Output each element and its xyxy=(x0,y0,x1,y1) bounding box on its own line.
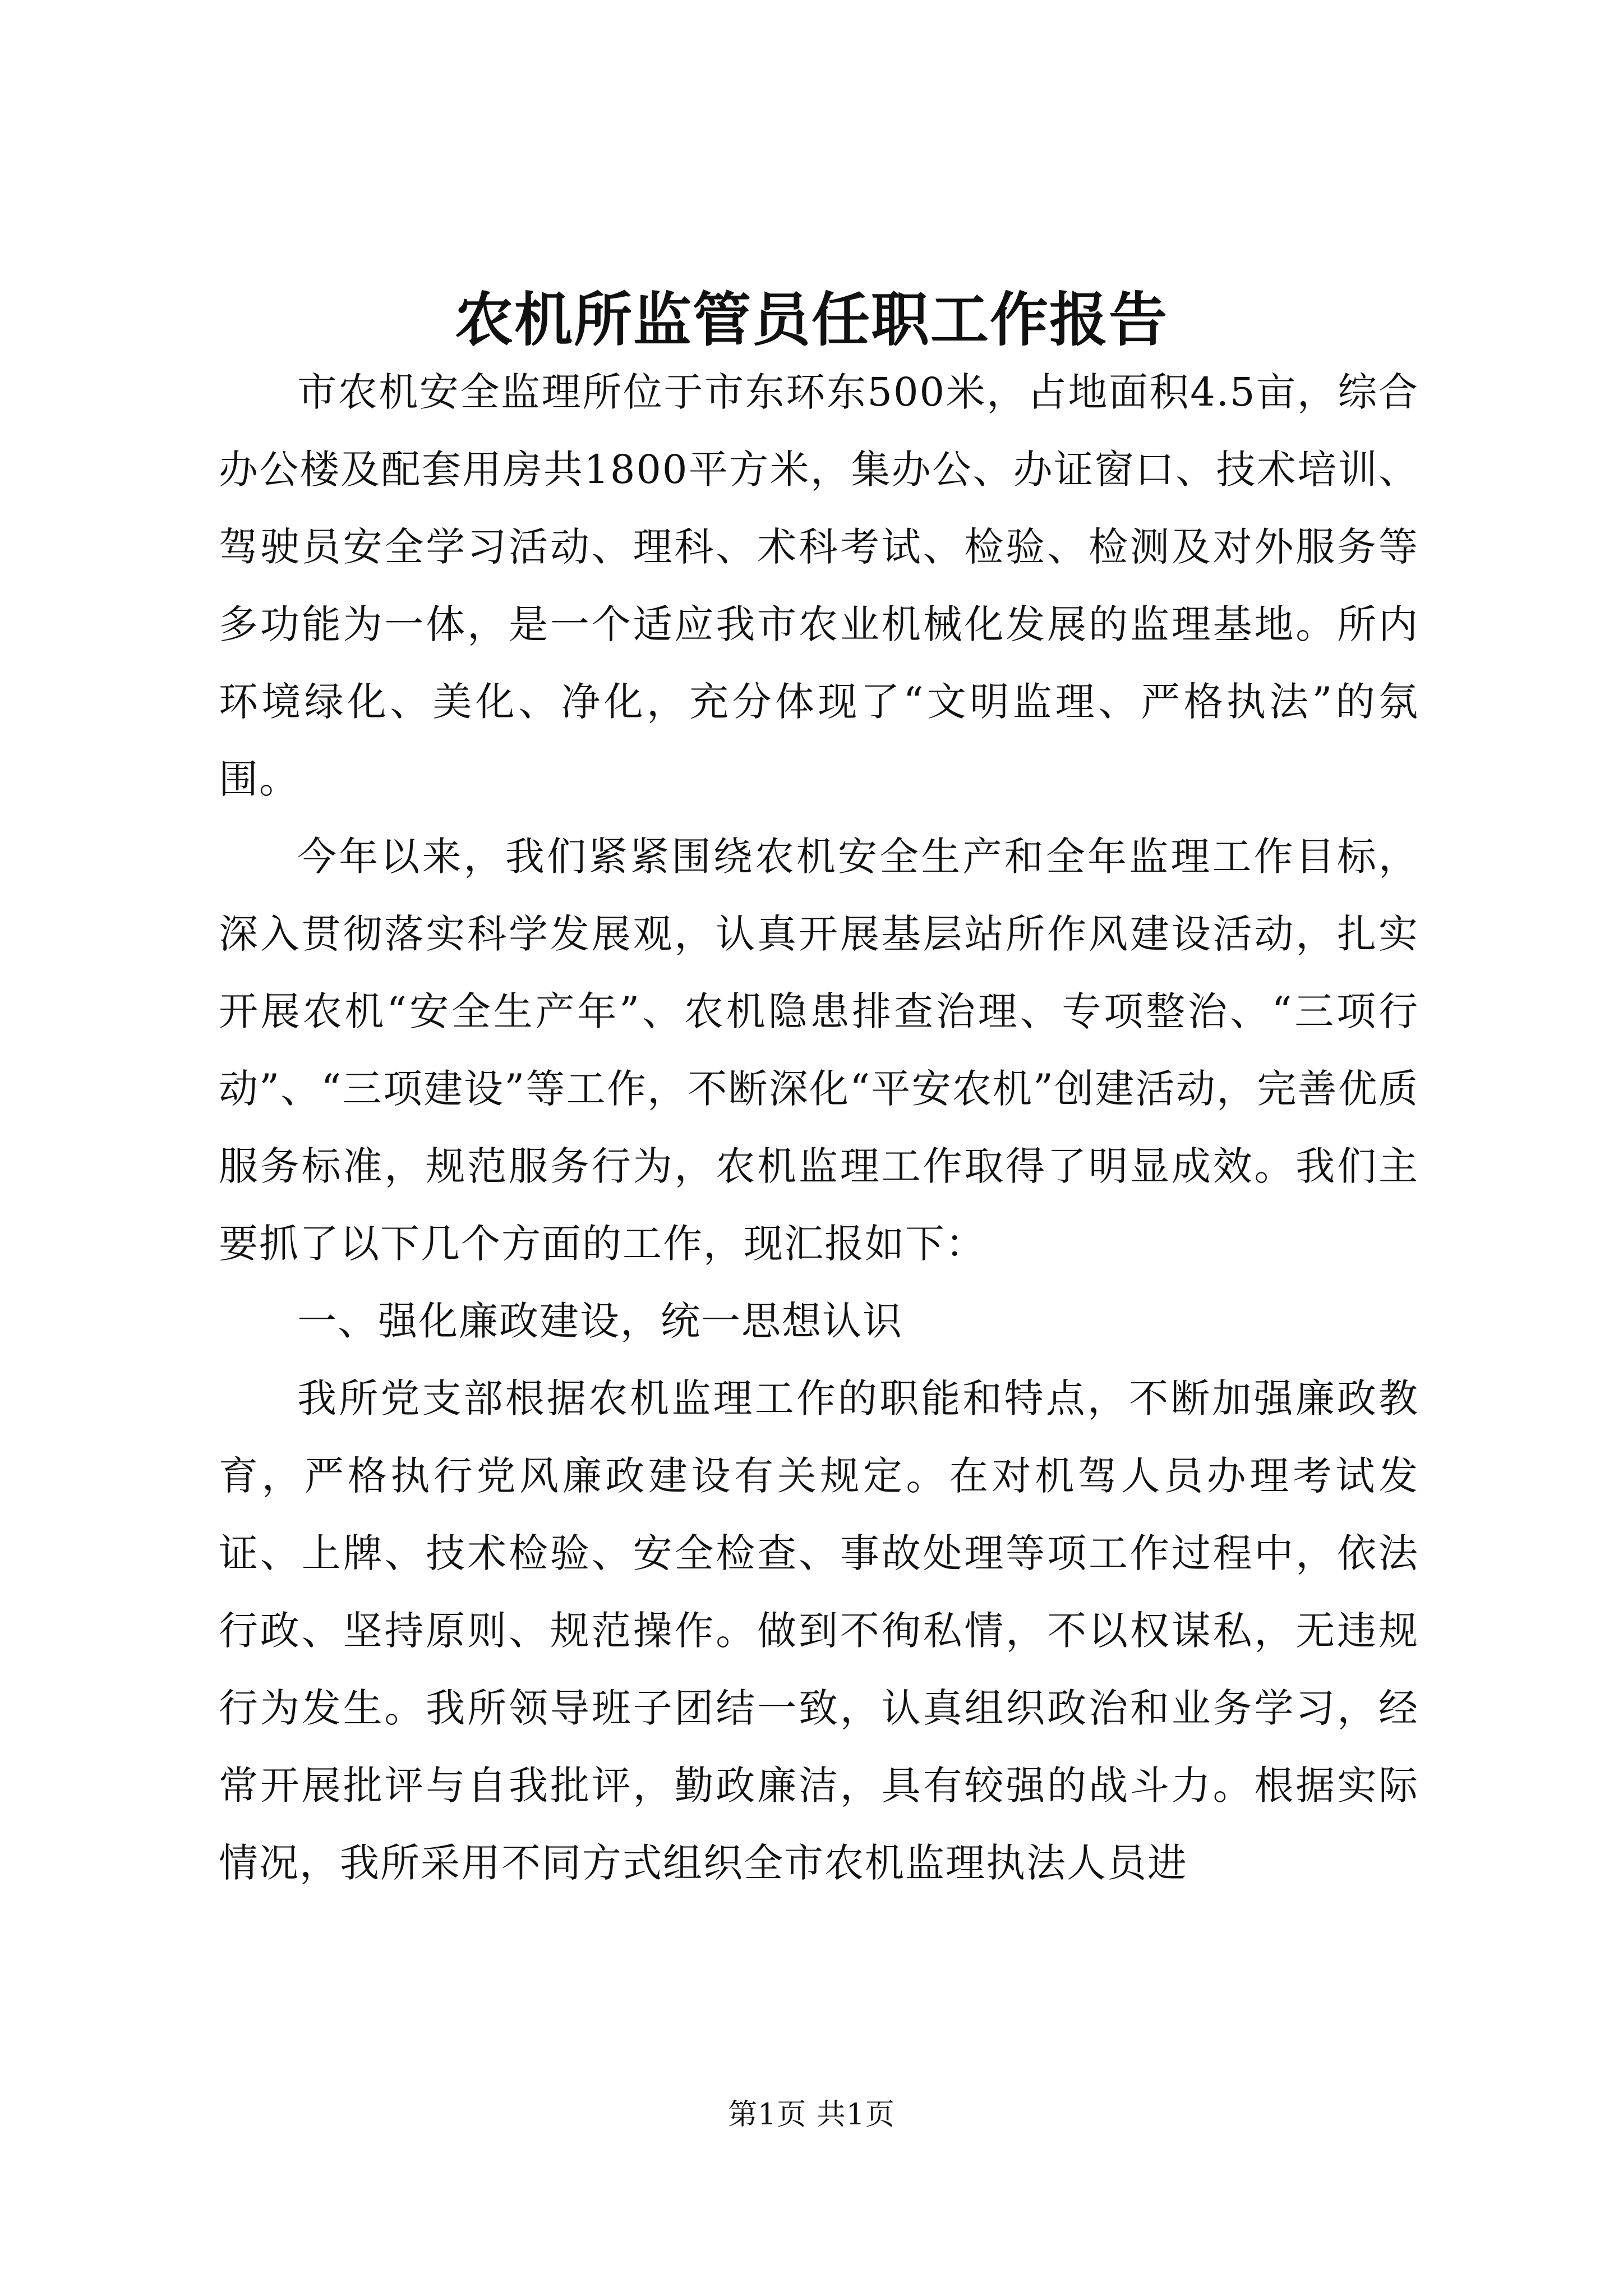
paragraph-section-1: 我所党支部根据农机监理工作的职能和特点，不断加强廉政教育，严格执行党风廉政建设有关规定。在对机驾人员办理考试发证、上牌、技术检验、安全检查、事故处理等项工作过程中，依法行政、坚持原则、规范操作。做到不徇私情，不以权谋私，无违规行为发生。我所领导班子团结一致，认真组织政治和业务学习，经常开展批评与自我批评，勤政廉洁，具有较强的战斗力。根据实际情况，我所采用不同方式组织全市农机监理执法人员进 xyxy=(219,1375,1419,1886)
page-footer: 第1页 共1页 xyxy=(728,2098,895,2132)
section-heading-1: 一、强化廉政建设，统一思想认识 xyxy=(297,1298,903,1344)
document-body xyxy=(219,353,1419,1902)
paragraph-summary: 今年以来，我们紧紧围绕农机安全生产和全年监理工作目标，深入贯彻落实科学发展观，认真开展基层站所作风建设活动，扎实开展农机“安全生产年”、农机隐患排查治理、专项整治、“三项行动”、“三项建设”等工作，不断深化“平安农机”创建活动，完善优质服务标准，规范服务行为，农机监理工作取得了明显成效。我们主要抓了以下几个方面的工作，现汇报如下： xyxy=(219,834,1419,1267)
paragraph-intro: 市农机安全监理所位于市东环东500米，占地面积4.5亩，综合办公楼及配套用房共1800平方米，集办公、办证窗口、技术培训、驾驶员安全学习活动、理科、术科考试、检验、检测及对外服务等多功能为一体，是一个适应我市农业机械化发展的监理基地。所内环境绿化、美化、净化，充分体现了“文明监理、严格执法”的氛围。 xyxy=(219,369,1419,802)
document-title: 农机所监管员任职工作报告 xyxy=(454,285,1168,354)
